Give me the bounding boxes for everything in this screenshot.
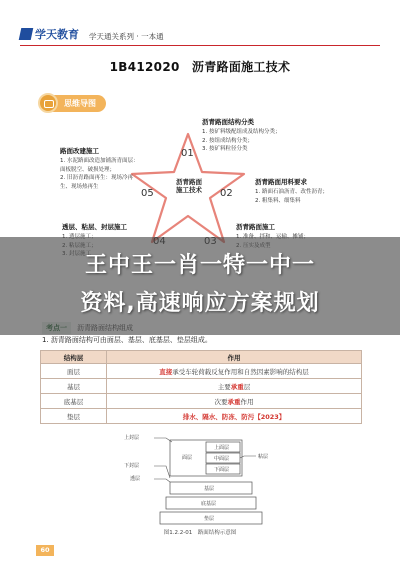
mind-map-materials (255, 177, 328, 205)
brand-name: 学天教育 (35, 28, 79, 41)
mind-map-structure-line: 3. 按矿料粒径分类 (202, 146, 248, 153)
mind-map-materials-title: 沥青路面用料要求 (255, 178, 307, 186)
mind-map-materials-line: 2. 粗集料、细集料 (255, 197, 301, 204)
brand-logo (20, 26, 79, 42)
highlight-text: 承重 (227, 397, 241, 406)
mind-map-renovation (60, 146, 139, 191)
series-name: 学天通关系列 · 一本通 (89, 32, 164, 41)
table-cell-function: 直接承受车轮荷载反复作用和自然因素影响的结构层 (107, 364, 362, 379)
table-cell-function (107, 409, 362, 424)
table-row (41, 409, 362, 424)
page-header (20, 22, 380, 46)
mind-map-heading (38, 93, 106, 113)
mind-map-structure-line: 2. 按组成结构分类； (202, 137, 253, 144)
table-cell-layer: 面层 (41, 364, 107, 379)
mind-map-renovation-line: 2. 旧沥青路面再生：现场冷再 (60, 175, 133, 182)
figure-caption: 图1.2.2-01 路面结构示意图 (163, 530, 237, 536)
diagram-label-upper-seal: 上封层 (124, 435, 140, 441)
diagram-label-lower-seal: 下封层 (124, 463, 140, 469)
mind-map-layers-title: 透层、粘层、封层施工 (62, 223, 127, 231)
mind-map-materials-line: 1. 路面石油沥青、改性沥青； (255, 189, 328, 196)
diagram-label-top-layer: 上面层 (214, 445, 230, 451)
section-intro: 1. 沥青路面结构可由面层、基层、底基层、垫层组成。 (42, 336, 212, 344)
page-number: 60 (36, 545, 54, 556)
table-header-function: 作用 (107, 351, 362, 364)
mind-map-construction-title: 沥青路面施工 (236, 223, 275, 231)
pavement-structure-diagram (110, 432, 290, 528)
highlight-text: 承重 (230, 382, 244, 391)
mind-map-renovation-title: 路面改建施工 (60, 147, 99, 155)
diagram-label-cushion: 垫层 (204, 516, 215, 522)
highlight-text: 排水、隔水、防冻、防污【2023】 (182, 412, 286, 421)
mind-map-structure-line: 1. 按矿料级配组成及结构分类； (202, 129, 281, 136)
mind-map-renovation-line: 生、现场热再生 (60, 183, 99, 190)
diagram-label-prime-coat: 透层 (130, 476, 141, 482)
table-cell-layer: 垫层 (41, 409, 107, 424)
diagram-label-middle-layer: 中面层 (214, 456, 230, 462)
table-row (41, 394, 362, 409)
mind-map-structure (202, 117, 281, 154)
mind-map-structure-title: 沥青路面结构分类 (202, 118, 254, 126)
star-number-05: 05 (141, 188, 154, 199)
table-header-layer: 结构层 (41, 351, 107, 364)
highlight-text: 直接 (159, 367, 173, 376)
table-cell-function: 次要承重作用 (107, 394, 362, 409)
brand-logo-icon (19, 28, 34, 40)
table-cell-function: 主要承重层 (107, 379, 362, 394)
mind-map-icon (38, 93, 58, 113)
structure-layer-table (40, 350, 362, 424)
diagram-label-surface: 面层 (182, 455, 193, 461)
table-row (41, 379, 362, 394)
diagram-label-bottom-layer: 下面层 (214, 467, 230, 473)
star-number-01: 01 (181, 148, 194, 159)
diagram-label-tack-coat: 粘层 (258, 454, 269, 460)
mind-map-label: 思维导图 (52, 95, 106, 112)
mind-map-renovation-line: 面板脱空、破损处理； (60, 166, 116, 173)
page-title: 1B412020 沥青路面施工技术 (109, 60, 291, 74)
table-cell-layer: 基层 (41, 379, 107, 394)
table-row (41, 364, 362, 379)
banner-line-2: 资料,高速响应方案规划 (80, 291, 320, 316)
table-cell-layer: 底基层 (41, 394, 107, 409)
mind-map-renovation-line: 1. 水泥路面改造加铺沥青面层： (60, 158, 139, 165)
banner-line-1: 王中王一肖一特一中一 (84, 253, 315, 278)
diagram-label-subbase: 底基层 (201, 501, 217, 507)
diagram-label-base: 基层 (204, 486, 215, 492)
star-number-02: 02 (220, 188, 233, 199)
star-center-label: 沥青路面施工技术 (176, 178, 202, 195)
